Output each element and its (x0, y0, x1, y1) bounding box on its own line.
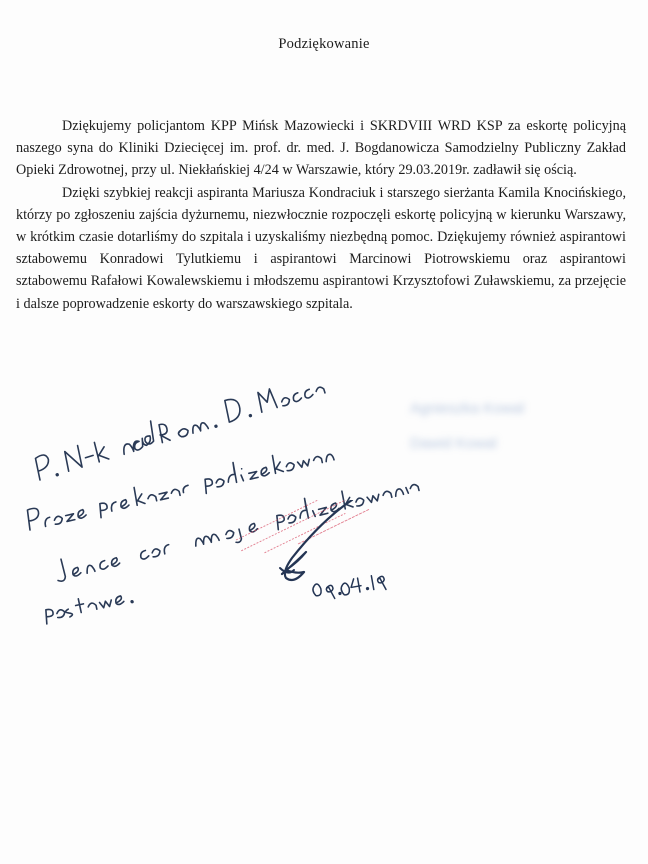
letter-body (16, 115, 626, 315)
redacted-signatures (410, 400, 600, 490)
redacted-signature-line-1: Agnieszka Kowal (410, 400, 525, 417)
paragraph-2: Dzięki szybkiej reakcji aspiranta Mariusza Kondraciuk i starszego sierżanta Kamila Knocińskiego, którzy po zgłoszeniu zajścia dyżurnemu, niezwłocznie rozpoczęli eskortę policyjną w kierunku Warszawy, w krótkim czasie dotarliśmy do szpitala i uzyskaliśmy niezbędną pomoc. Dziękujemy również aspirantowi sztabowemu Konradowi Tylutkiemu i aspirantowi Marcinowi Piotrowskiemu oraz aspirantowi sztabowemu Rafałowi Kowalewskiemu i młodszemu aspirantowi Krzysztofowi Zuławskiemu, za przejęcie i dalsze poprowadzenie eskorty do warszawskiego szpitala. (16, 184, 626, 312)
page-title: Podziękowanie (278, 36, 370, 52)
handwritten-date (312, 572, 386, 602)
official-stamp (228, 500, 398, 610)
redacted-signature-line-2: Dawid Kowal (410, 435, 497, 452)
paragraph-1: Dziękujemy policjantom KPP Mińsk Mazowiecki i SKRDVIII WRD KSP za eskortę policyjną naszego syna do Kliniki Dziecięcej im. prof. dr. med. J. Bogdanowicza Samodzielny Publiczny Zakład Opieki Zdrowotnej, przy ul. Niekłańskiej 4/24 w Warszawie, który 29.03.2019r. zadławił się ością. (16, 118, 626, 179)
